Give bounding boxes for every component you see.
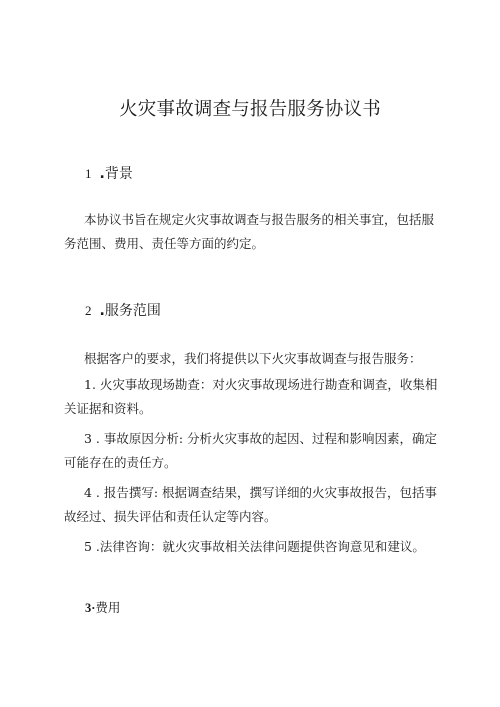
list-item <box>64 373 442 421</box>
section-heading-scope <box>85 300 161 320</box>
paragraph-line: 本协议书旨在规定火灾事故调查与报告服务的相关事宜，包括服 <box>84 212 435 227</box>
paragraph-line: 务范围、费用、责任等方面的约定。 <box>64 236 265 251</box>
section-heading-background <box>85 163 133 183</box>
document-title: 火灾事故调查与报告服务协议书 <box>119 99 381 120</box>
scope-intro: 根据客户的要求，我们将提供以下火灾事故调查与报告服务： <box>84 351 422 366</box>
list-item <box>84 535 442 559</box>
section-label: 服务范围 <box>104 303 161 319</box>
list-item-line: 5 .法律咨询：就火灾事故相关法律问题提供咨询意见和建议。 <box>84 539 425 554</box>
list-item-line: 关证据和资料。 <box>64 401 152 416</box>
section-number: 2 <box>85 303 92 318</box>
background-paragraph <box>64 208 442 256</box>
list-item <box>64 481 442 529</box>
list-item-line: 4 . 报告撰写: 根据调查结果，撰写详细的火灾事故报告，包括事 <box>84 485 438 500</box>
list-item-line: 3 . 事故原因分析: 分析火灾事故的起因、过程和影响因素，确定 <box>84 431 438 446</box>
section-number: 3· <box>85 601 96 615</box>
section-label: 背景 <box>104 166 133 182</box>
list-item <box>64 427 442 475</box>
section-number: 1 <box>85 166 92 181</box>
section-dot: . <box>99 303 105 319</box>
section-heading-fees <box>85 598 120 616</box>
list-item-line: 1. 火灾事故现场勘查：对火灾事故现场进行勘查和调查，收集相 <box>84 377 438 392</box>
list-item-line: 可能存在的责任方。 <box>64 455 177 470</box>
section-label: 费用 <box>95 600 121 615</box>
section-dot: . <box>99 166 105 182</box>
list-item-line: 故经过、损失评估和责任认定等内容。 <box>64 509 277 524</box>
